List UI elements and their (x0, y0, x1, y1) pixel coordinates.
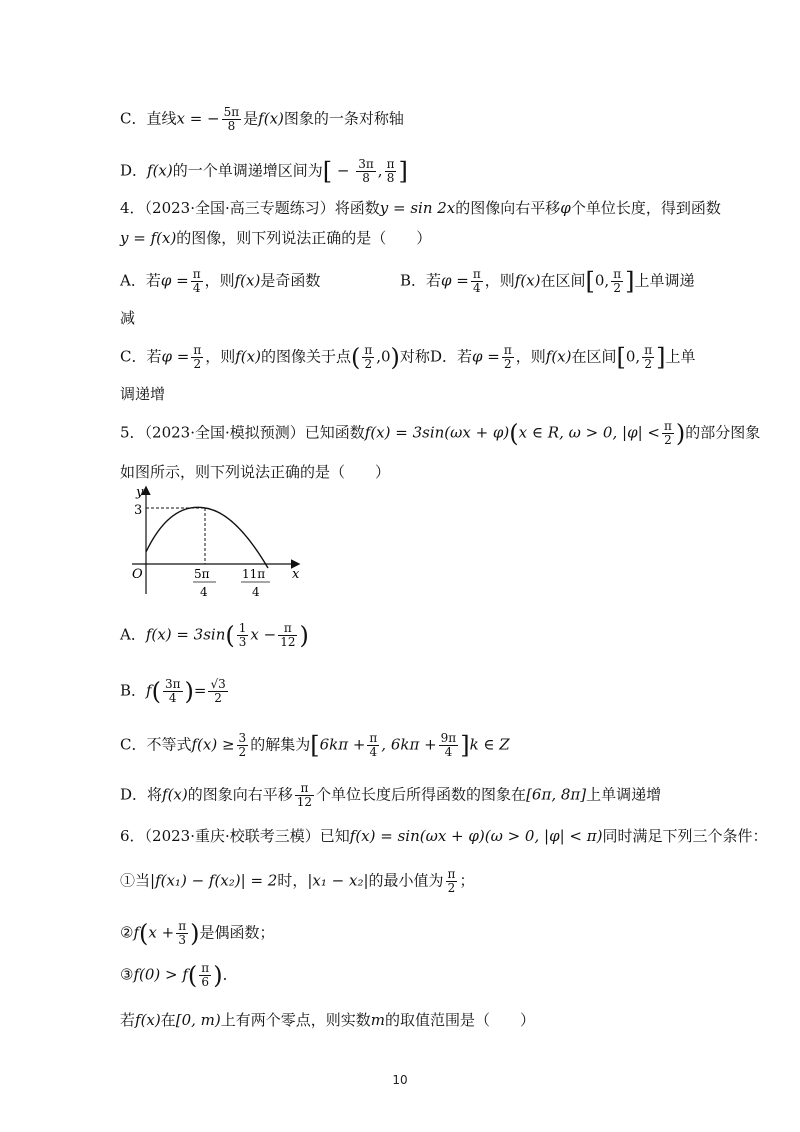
fraction: $\frac{\pi}{8}$ (386, 157, 395, 185)
q5-option-c: C．不等式f(x) ≥ $\frac{3}{2}$ 的解集为[6kπ + $\frac{\pi}{4}$ , 6kπ + $\frac{9\pi}{4}$ ]k ∈ Z (120, 731, 510, 760)
max-value-label: 3 (134, 503, 143, 518)
page-number: 10 (392, 1073, 408, 1087)
origin-label: O (132, 567, 143, 582)
fraction: $\frac{3\pi}{8}$ (358, 157, 374, 185)
tick-label-1-num: 5π (194, 567, 210, 581)
x-axis-label: x (292, 567, 300, 582)
q5-option-d: D．将f(x)的图象向右平移 $\frac{\pi}{12}$ 个单位长度后所得函数的图象在[6π, 8π]上单调递增 (120, 781, 662, 809)
q5-stem-line2: 如图所示，则下列说法正确的是（ ） (120, 463, 391, 481)
q4-option-a: A．若φ = $\frac{\pi}{4}$ ，则f(x)是奇函数 (120, 267, 321, 295)
q5-option-b: B．f( $\frac{3\pi}{4}$ )= $\frac{√3}{2}$ (120, 677, 226, 706)
q4-option-b: B．若φ = $\frac{\pi}{4}$ ，则f(x)在区间[0, $\frac{\pi}{2}$ ]上单调递 (400, 267, 695, 296)
q4-stem-line1: 4．（2023·全国·高三专题练习）将函数y = sin 2x的图像向右平移φ个单位长度，得到函数 (120, 199, 721, 217)
q5-stem-line1: 5．（2023·全国·模拟预测）已知函数f(x) = 3sin(ωx + φ)(x ∈ R, ω > 0, |φ| < $\frac{\pi}{2}$ )的部分图象 (120, 419, 761, 448)
tick-label-1-den: 4 (200, 585, 208, 599)
q3-option-d: D．f(x)的一个单调递增区间为[ − $\frac{3\pi}{8}$ , $\frac{\pi}{8}$ ] (120, 157, 408, 186)
q6-condition-3: ③f(0) > f( $\frac{\pi}{6}$ )． (120, 961, 238, 990)
q6-condition-2: ②f(x + $\frac{\pi}{3}$ )是偶函数； (120, 919, 275, 948)
q4-option-d: D．若φ = $\frac{\pi}{2}$ ，则f(x)在区间[0, $\frac{\pi}{2}$ ]上单 (430, 343, 696, 372)
y-axis-label: y (136, 485, 144, 500)
fraction: $\frac{5\pi}{8}$ (223, 105, 240, 133)
tick-label-2-num: 11π (242, 567, 266, 581)
tick-label-2-den: 4 (252, 585, 260, 599)
q4-option-d-wrap: 调递增 (120, 385, 166, 403)
q4-option-c: C．若φ = $\frac{\pi}{2}$ ，则f(x)的图像关于点( $\frac{\pi}{2}$ ,0)对称 (120, 343, 430, 372)
q4-option-b-wrap: 减 (120, 309, 136, 327)
q5-function-graph (110, 482, 310, 602)
q5-option-a: A．f(x) = 3sin( $\frac{1}{3}$ x − $\frac{\pi}{12}$ ) (120, 621, 309, 650)
q6-question: 若f(x)在[0, m)上有两个零点，则实数m的取值范围是（ ） (120, 1011, 536, 1029)
q4-stem-line2: y = f(x)的图像，则下列说法正确的是（ ） (120, 229, 432, 247)
q6-condition-1: ①当|f(x₁) − f(x₂)| = 2时，|x₁ − x₂|的最小值为 $\frac{\pi}{2}$ ； (120, 867, 475, 895)
sine-curve (146, 507, 268, 568)
q6-stem: 6．（2023·重庆·校联考三模）已知f(x) = sin(ωx + φ)(ω > 0, |φ| < π)同时满足下列三个条件： (120, 827, 768, 845)
q3-option-c: C．直线x = − $\frac{5\pi}{8}$ 是f(x)图象的一条对称轴 (120, 105, 404, 133)
